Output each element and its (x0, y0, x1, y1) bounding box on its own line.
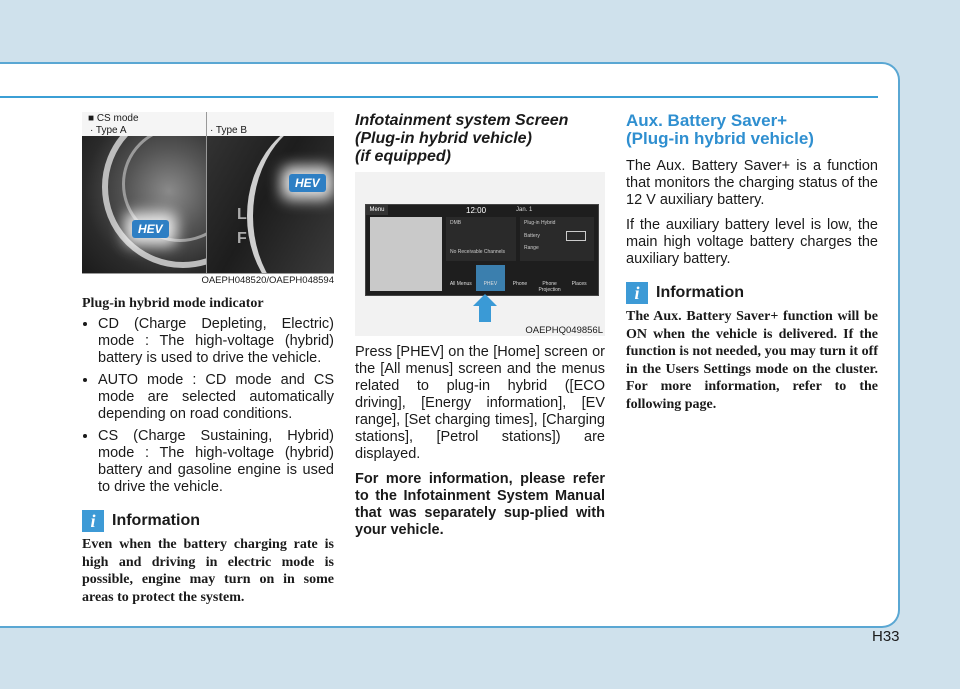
infotainment-figure (355, 172, 605, 336)
tile-row (446, 265, 594, 291)
title-line: (Plug-in hybrid vehicle) (355, 130, 532, 147)
figure-caption: OAEPHQ049856L (525, 325, 603, 336)
header-rule (0, 96, 878, 98)
right-column (626, 112, 878, 413)
dmb-label: DMB (450, 220, 462, 226)
section-title (355, 112, 605, 166)
gauge-letter-f: F (237, 230, 247, 247)
tile-all-menus: All Menus (449, 281, 472, 287)
mode-list (82, 316, 334, 496)
cluster-type-b-image (207, 136, 334, 274)
tile-phone-projection: Phone Projection (538, 281, 561, 293)
info-icon: i (82, 510, 104, 532)
battery-icon (566, 231, 586, 241)
plug-in-label: Plug-in Hybrid (524, 220, 556, 226)
gauge-letter-l: L (237, 206, 247, 223)
list-item: • CD (Charge Depleting, Electric) mode : The high-voltage (hybrid) battery is used to drive the vehicle. (98, 316, 334, 367)
section-title (626, 112, 878, 148)
list-item: • CS (Charge Sustaining, Hybrid) mode : The high-voltage (hybrid) battery and gasoline engine is used to drive the vehicle. (98, 428, 334, 496)
info-icon: i (626, 282, 648, 304)
cluster-type-a-image (82, 136, 206, 274)
info-header (82, 510, 334, 532)
title-line: Aux. Battery Saver+ (626, 111, 788, 130)
figure-header (82, 112, 334, 136)
list-item: • AUTO mode : CD mode and CS mode are selected automatically depending on road conditions. (98, 372, 334, 423)
type-a-label: · Type A (90, 125, 127, 136)
tile-phev: PHEV (476, 265, 506, 291)
phev-paragraph: Press [PHEV] on the [Home] screen or the [All menus] screen and the menus related to plug-in hybrid ([ECO driving], [Energy information], [EV range], [Set charging times], [Charging stations], [Petrol stations]) are displayed. (355, 344, 605, 462)
page-number: H33 (872, 628, 900, 645)
infotainment-screen (365, 204, 599, 296)
more-info-paragraph: For more information, please refer to the Infotainment System Manual that was separately sup-plied with your vehicle. (355, 471, 605, 538)
mode-label: ■ CS mode (88, 113, 139, 124)
hev-indicator-badge: HEV (132, 220, 169, 238)
type-b-label: · Type B (210, 125, 248, 136)
battery-label: Battery (524, 233, 540, 239)
info-title: Information (656, 284, 744, 301)
date: Jan. 1 (516, 207, 533, 213)
indicator-heading: Plug-in hybrid mode indicator (82, 296, 264, 311)
aux-paragraph-1: The Aux. Battery Saver+ is a function that monitors the charging status of the 12 V auxiliary battery. (626, 158, 878, 208)
info-header (626, 282, 878, 304)
tile-places: Places (571, 281, 587, 287)
left-column (82, 112, 334, 606)
aux-paragraph-2: If the auxiliary battery level is low, the main high voltage battery charges the auxiliary battery. (626, 217, 878, 267)
tile-phone: Phone (512, 281, 528, 287)
figure-caption: OAEPH048520/OAEPH048594 (82, 273, 334, 288)
pointer-arrow-stem (479, 306, 491, 322)
cluster-figure (82, 112, 334, 288)
clock: 12:00 (466, 206, 487, 215)
dmb-widget (446, 217, 516, 261)
info-body: Even when the battery charging rate is high and driving in electric mode is possible, engine may turn on in some areas to protect the system. (82, 537, 334, 605)
info-title: Information (112, 512, 200, 529)
dmb-status: No Receivable Channels (450, 249, 506, 255)
info-body: The Aux. Battery Saver+ function will be ON when the vehicle is delivered. If the function is not needed, you may turn it off in the Users Settings mode on the cluster. For more information, refer to the following page. (626, 309, 878, 412)
title-line: (Plug-in hybrid vehicle) (626, 129, 814, 148)
middle-column (355, 112, 605, 539)
plug-in-widget (520, 217, 594, 261)
gauge-arc (247, 136, 334, 274)
title-line: (if equipped) (355, 148, 451, 165)
map-thumbnail (370, 217, 442, 291)
title-line: Infotainment system Screen (355, 112, 569, 129)
hev-indicator-badge-b: HEV (289, 174, 326, 192)
menu-button: Menu (366, 205, 388, 215)
range-label: Range (524, 245, 539, 251)
pointer-arrow-icon (473, 294, 497, 306)
